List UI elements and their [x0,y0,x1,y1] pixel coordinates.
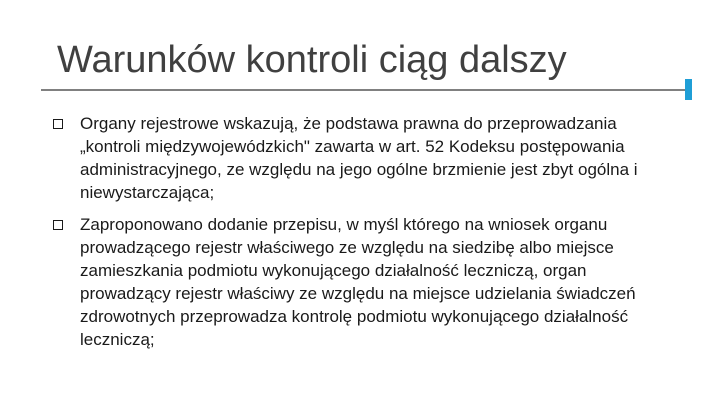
bullet-text: Organy rejestrowe wskazują, że podstawa prawna do przeprowadzania „kontroli międzywojewódzkich" zawarta w art. 52 Kodeksu postępowania administracyjnego, ze względu na jego ogólne brzmienie jest zbyt ogólna i niewystarczająca; [80,114,638,202]
bullet-item [52,112,677,204]
square-bullet-icon [53,119,63,129]
accent-bar [685,79,692,100]
square-bullet-icon [53,220,63,230]
bullet-list [52,112,677,360]
bullet-text: Zaproponowano dodanie przepisu, w myśl którego na wniosek organu prowadzącego rejestr właściwego ze względu na siedzibę albo miejsce zamieszkania podmiotu wykonującego działalność leczniczą, organ prowadzący rejestr właściwy ze względu na miejsce udzielania świadczeń zdrowotnych przeprowadza kontrolę podmiotu wykonującego działalność leczniczą; [80,215,636,349]
slide-title: Warunków kontroli ciąg dalszy [57,39,567,81]
bullet-item [52,213,677,351]
title-divider [41,89,685,91]
